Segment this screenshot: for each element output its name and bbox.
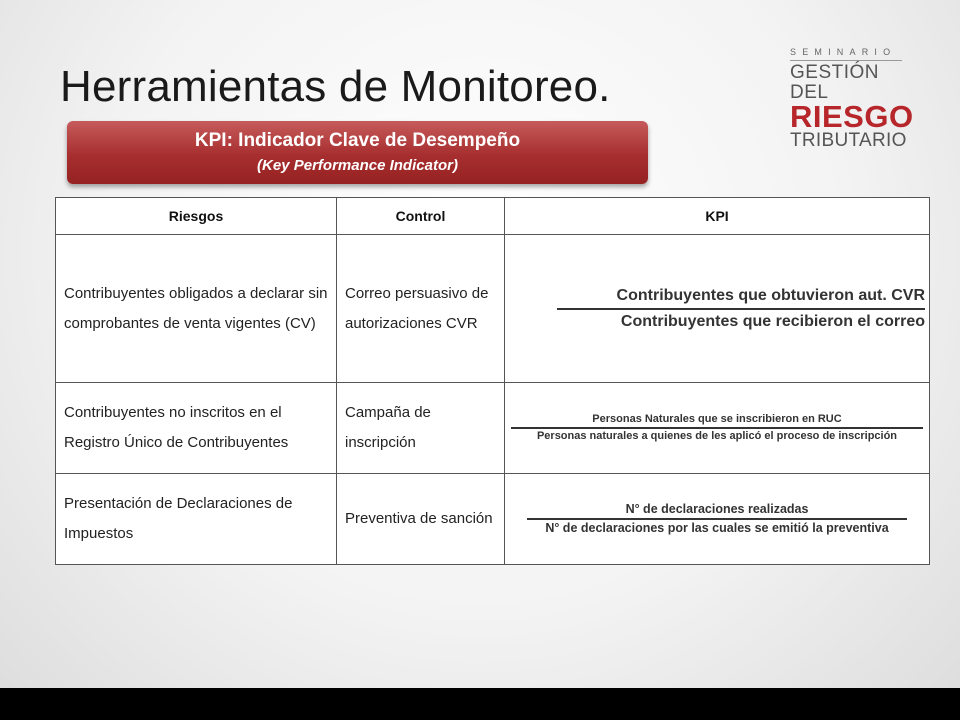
cell-riesgo: Presentación de Declaraciones de Impuestos [56, 474, 337, 565]
kpi-formula [509, 285, 925, 333]
cell-control: Correo persuasivo de autorizaciones CVR [337, 235, 505, 383]
fraction-bar [557, 308, 925, 310]
table-row [56, 474, 930, 565]
kpi-denominator: Contribuyentes que recibieron el correo [620, 312, 925, 330]
kpi-numerator: N° de declaraciones realizadas [625, 502, 809, 516]
header-kpi: KPI [505, 198, 930, 235]
cell-riesgo: Contribuyentes no inscritos en el Registro Único de Contribuyentes [56, 383, 337, 474]
logo-line-seminario: SEMINARIO [790, 47, 897, 57]
table-header-row [56, 198, 930, 235]
seminar-logo [790, 47, 914, 151]
kpi-banner-subtitle: (Key Performance Indicator) [257, 157, 458, 174]
header-control: Control [337, 198, 505, 235]
cell-kpi [505, 474, 930, 565]
kpi-banner-title: KPI: Indicador Clave de Desempeño [194, 130, 521, 151]
kpi-numerator: Personas Naturales que se inscribieron en RUC [592, 413, 842, 425]
table-row [56, 235, 930, 383]
header-riesgos: Riesgos [56, 198, 337, 235]
logo-line-gestion: GESTIÓN DEL [790, 62, 880, 103]
cell-riesgo: Contribuyentes obligados a declarar sin comprobantes de venta vigentes (CV) [56, 235, 337, 383]
slide-title: Herramientas de Monitoreo. [60, 62, 611, 111]
kpi-formula [509, 412, 925, 444]
table-row [56, 383, 930, 474]
logo-divider [790, 60, 902, 61]
kpi-banner [67, 121, 648, 184]
kpi-denominator: N° de declaraciones por las cuales se emitió la preventiva [545, 521, 889, 535]
logo-line-riesgo: RIESGO [790, 99, 914, 134]
kpi-denominator: Personas naturales a quienes de les aplicó el proceso de inscripción [536, 430, 898, 442]
kpi-formula [509, 501, 925, 537]
cell-control: Preventiva de sanción [337, 474, 505, 565]
kpi-numerator: Contribuyentes que obtuvieron aut. CVR [616, 286, 925, 304]
cell-kpi [505, 383, 930, 474]
kpi-table [55, 197, 930, 565]
cell-control: Campaña de inscripción [337, 383, 505, 474]
logo-line-tributario: TRIBUTARIO [790, 130, 907, 151]
bottom-black-bar [0, 688, 960, 720]
cell-kpi [505, 235, 930, 383]
